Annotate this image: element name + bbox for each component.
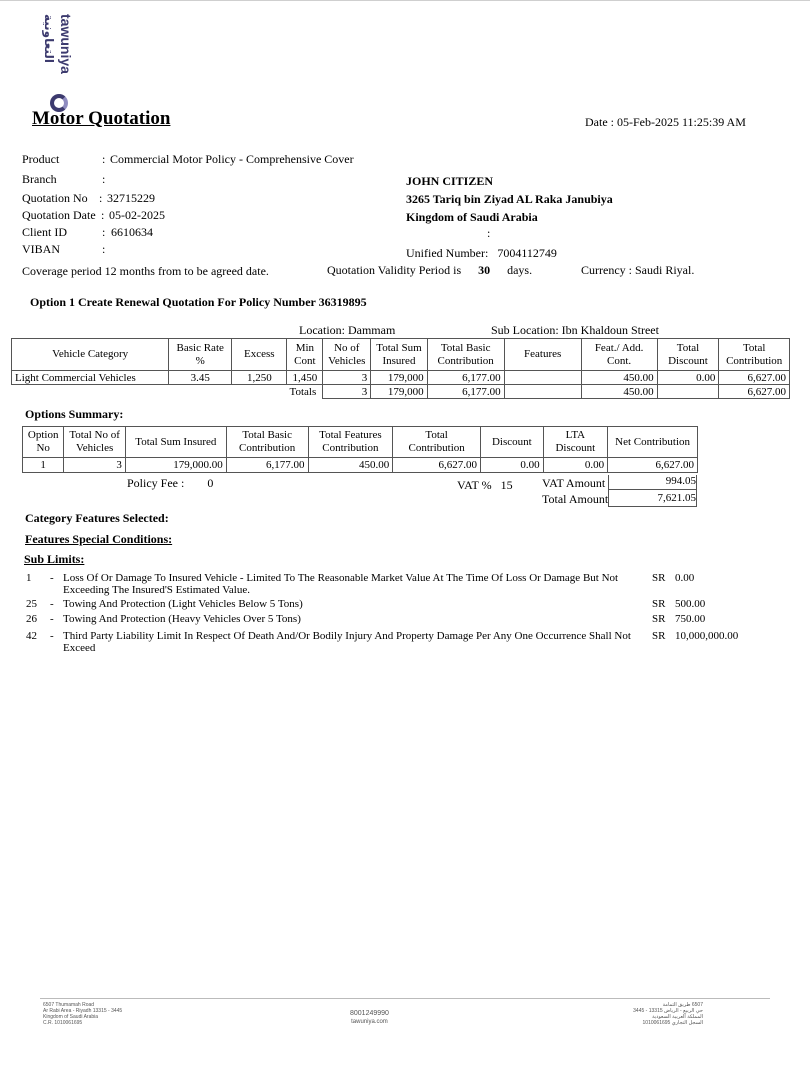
total-amount-value: 7,621.05 (608, 490, 697, 507)
col-total-discount: Total Discount (657, 339, 719, 371)
list-item: 26 - Towing And Protection (Heavy Vehicles Over 5 Tons) SR 750.00 (26, 613, 706, 625)
list-item: 42 - Third Party Liability Limit In Respect Of Death And/Or Bodily Injury And Property Damage Per Any One Occurrence Shall Not Exceed SR 10,000,000.00 (26, 630, 739, 654)
category-features-heading: Category Features Selected: (25, 511, 169, 525)
detail-row-client-id: Client ID : 6610634 (22, 225, 153, 239)
vat-amount-value: 994.05 (608, 475, 697, 490)
footer-website: tawuniya.com (351, 1019, 388, 1025)
col-features: Features (504, 339, 581, 371)
option-heading: Option 1 Create Renewal Quotation For Policy Number 36319895 (30, 295, 367, 309)
detail-row-quotation-date: Quotation Date : 05-02-2025 (22, 208, 165, 222)
quotation-details (22, 150, 354, 257)
validity-period: Quotation Validity Period is 30 days. (327, 263, 533, 277)
sub-limits-heading: Sub Limits: (24, 552, 85, 566)
tawuniya-logo (44, 14, 84, 114)
col-vehicle-category: Vehicle Category (12, 339, 169, 371)
coverage-period: Coverage period 12 months from to be agreed date. (22, 264, 269, 278)
top-border (0, 0, 810, 1)
client-address-block (406, 172, 613, 226)
options-summary-table: Option No Total No of Vehicles Total Sum Insured Total Basic Contribution Total Features Contribution Total Contribution Discount LTA Discount Net Contribution 1 3 179,000.00 6,177.00 450.00 6,627.00 0.00 0.00 6,627.00 (22, 426, 698, 473)
client-name: JOHN CITIZEN (406, 174, 494, 188)
logo-text-ar: التعاونية (42, 14, 56, 63)
location-label: Location: Dammam (299, 323, 396, 337)
vehicle-table (11, 338, 790, 399)
client-address-line1: 3265 Tariq bin Ziyad AL Raka Janubiya (406, 192, 613, 206)
table-row: Light Commercial Vehicles 3.45 1,250 1,450 3 179,000 6,177.00 450.00 0.00 6,627.00 (12, 371, 790, 385)
footer-contact (350, 1010, 389, 1026)
vat-percent: VAT % 15 (457, 478, 513, 492)
total-amount-label: Total Amount (542, 492, 609, 506)
client-address-line2: Kingdom of Saudi Arabia (406, 210, 538, 224)
sub-limits-list (26, 572, 756, 656)
col-excess: Excess (232, 339, 287, 371)
col-no-of-vehicles: No of Vehicles (323, 339, 371, 371)
detail-row-product: Product : Commercial Motor Policy - Comprehensive Cover (22, 152, 354, 166)
page-title: Motor Quotation (32, 108, 171, 129)
currency-label: Currency : Saudi Riyal. (581, 263, 695, 277)
unified-number: Unified Number: 7004112749 (406, 246, 557, 260)
options-summary-heading: Options Summary: (25, 407, 124, 421)
list-item: 25 - Towing And Protection (Light Vehicles Below 5 Tons) SR 500.00 (26, 598, 706, 610)
col-total-contribution: Total Contribution (719, 339, 790, 371)
col-basic-rate: Basic Rate % (169, 339, 232, 371)
footer-divider (40, 998, 770, 999)
table-row: 1 3 179,000.00 6,177.00 450.00 6,627.00 0.00 0.00 6,627.00 (23, 458, 698, 473)
policy-fee: Policy Fee : 0 (127, 476, 214, 490)
client-colon: : (487, 226, 491, 240)
features-special-heading: Features Special Conditions: (25, 532, 173, 546)
vat-amount-label: VAT Amount (542, 476, 606, 490)
list-item: 1 - Loss Of Or Damage To Insured Vehicle - Limited To The Reasonable Market Value At The Time Of Loss Or Damage But Not Exceeding The Insured'S Estimated Value. SR 0.00 (26, 572, 695, 596)
footer-phone: 8001249990 (350, 1010, 389, 1017)
totals-row: Totals 3 179,000 6,177.00 450.00 6,627.00 (12, 385, 790, 399)
footer-address-ar: 6507 طريق الثمامة حي الربيع - الرياض 13315 - 3445 المملكة العربية السعودية السجل التجاري 1010061695 (633, 1002, 703, 1026)
col-min-cont: Min Cont (287, 339, 323, 371)
col-total-sum-insured: Total Sum Insured (371, 339, 427, 371)
sub-location-label: Sub Location: Ibn Khaldoun Street (491, 323, 659, 337)
col-feat-add-cont: Feat./ Add. Cont. (581, 339, 657, 371)
quotation-date-stamp: Date : 05-Feb-2025 11:25:39 AM (585, 115, 746, 129)
footer-address-en: 6507 Thumamah Road Ar Rabi Area - Riyadh 13315 - 3445 Kingdom of Saudi Arabia C.R. 1010061695 (43, 1002, 123, 1026)
detail-row-quotation-no: Quotation No : 32715229 (22, 191, 155, 205)
detail-row-viban: VIBAN : (22, 242, 106, 256)
col-total-basic-contribution: Total Basic Contribution (427, 339, 504, 371)
detail-row-branch: Branch : (22, 172, 106, 186)
logo-text-en: tawuniya (58, 14, 74, 74)
